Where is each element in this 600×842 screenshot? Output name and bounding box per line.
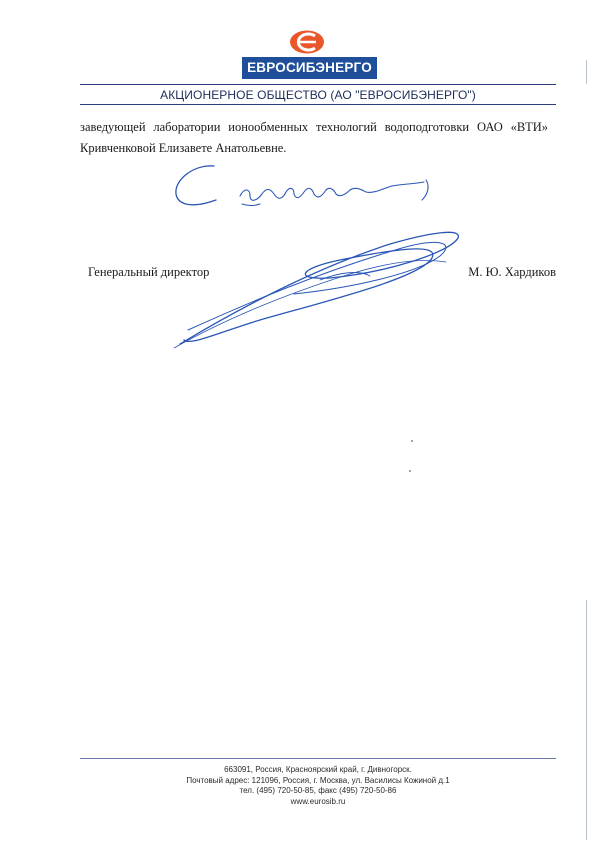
handwritten-closing-icon — [170, 160, 440, 230]
footer-address — [80, 765, 556, 807]
letter-body — [80, 117, 548, 159]
scan-edge-mark — [586, 600, 587, 840]
logo-text: ЕВРОСИБЭНЕРГО — [247, 60, 372, 75]
logo-band — [242, 57, 377, 79]
eurosibenergo-logo — [242, 30, 377, 82]
scan-speck — [411, 440, 413, 442]
footer-line: тел. (495) 720-50-85, факс (495) 720-50-86 — [239, 786, 397, 795]
company-name: АКЦИОНЕРНОЕ ОБЩЕСТВО (АО "ЕВРОСИБЭНЕРГО") — [160, 88, 476, 102]
footer-line: Почтовый адрес: 121096, Россия, г. Москва, ул. Василисы Кожиной д.1 — [186, 775, 450, 785]
scan-edge-mark — [586, 60, 587, 84]
body-line: Кривченковой Елизавете Анатольевне. — [80, 141, 287, 155]
signatory-name: М. Ю. Хардиков — [468, 265, 556, 279]
footer-website: www.eurosib.ru — [290, 796, 346, 806]
company-emblem-icon — [289, 30, 325, 54]
footer-rule — [80, 758, 556, 759]
scan-speck — [409, 470, 411, 472]
director-signature-icon — [170, 222, 470, 352]
header-rule-top — [80, 84, 556, 85]
footer-line: 663091, Россия, Красноярский край, г. Дивногорск. — [224, 765, 412, 774]
body-line: заведующей лаборатории ионообменных технологий водоподготовки ОАО «ВТИ» — [80, 120, 548, 134]
signatory-title: Генеральный директор — [88, 265, 210, 279]
header-rule-bottom — [80, 104, 556, 105]
